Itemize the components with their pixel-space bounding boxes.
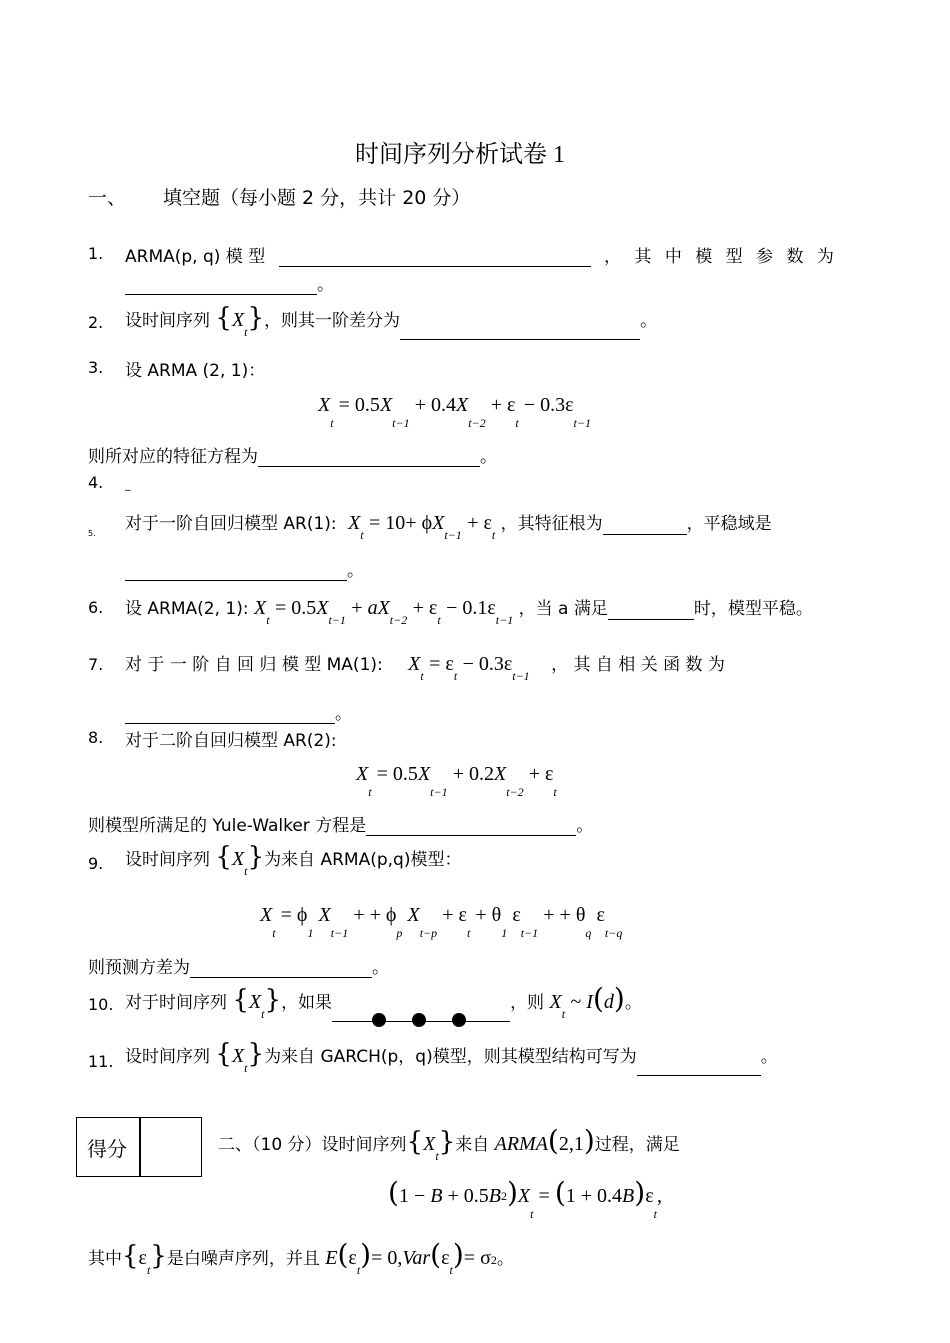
q11-pre: 设时间序列: [125, 1047, 210, 1067]
q7-line2: [125, 699, 352, 724]
q6-number: 6.: [88, 598, 104, 617]
section-1-heading: 填空题（每小题 2 分，共计 20 分）: [163, 187, 471, 209]
q5-number: 5.: [88, 529, 96, 538]
q11-number: 11.: [88, 1052, 114, 1071]
q2-pre: 设时间序列: [125, 311, 210, 331]
q3-after: [88, 442, 497, 467]
q6-pre: 设 ARMA(2, 1):: [125, 599, 249, 619]
q7-end: 。: [335, 704, 352, 724]
q10-post: ，如果: [281, 993, 333, 1013]
page-title: 时间序列分析试卷 1: [355, 142, 565, 168]
section-2-noise-post: 是白噪声序列，并且: [166, 1249, 320, 1269]
q9-pre: 设时间序列: [125, 850, 210, 870]
q1-blank-model[interactable]: [279, 248, 591, 267]
q1-mid: ， 其 中 模 型 参 数 为: [604, 247, 838, 267]
q2-number: 2.: [88, 313, 104, 332]
section-1-number: 一、: [88, 187, 127, 209]
q1-blank-params[interactable]: [125, 276, 317, 295]
q3-blank[interactable]: [258, 448, 480, 467]
q9-number: 9.: [88, 854, 104, 873]
section-2-noise: 其中$\{\varepsilon_t\}$是白噪声序列，并且 $E(\varepsilon_t)= 0,Var(\varepsilon_t)= \sigma 2$。: [88, 1238, 514, 1277]
q10-pre: 对于时间序列: [125, 993, 227, 1013]
score-box: [76, 1117, 202, 1177]
q1-number: 1.: [88, 244, 104, 263]
q1-end: 。: [317, 275, 334, 295]
q9-after-text: 则预测方差为: [88, 958, 190, 978]
q8-end: 。: [576, 816, 594, 836]
section-2-noise-pre: 其中: [88, 1249, 122, 1269]
q8-after-text: 则模型所满足的 Yule-Walker 方程是: [88, 816, 367, 836]
section-2-post: 来自: [455, 1135, 490, 1155]
q8-number: 8.: [88, 728, 104, 747]
q8-equation: $X_t = 0.5X_{t-1} + 0.2X_{t-2} + \varepsilon_t$: [356, 763, 557, 799]
q11-post: 为来自 GARCH(p，q)模型，则其模型结构可写为: [264, 1047, 637, 1067]
section-2-lead: 二、（10 分）设时间序列: [218, 1135, 407, 1155]
bullet-dot-icon: [412, 1013, 426, 1027]
q9-post: 为来自 ARMA(p,q)模型：: [264, 850, 462, 870]
q5-pre: 对于一阶自回归模型 AR(1):: [125, 514, 337, 534]
bullet-dot-icon: [452, 1013, 466, 1027]
q8-text: 对于二阶自回归模型 AR(2):: [125, 731, 337, 751]
q1-label: ARMA(p, q) 模 型: [125, 247, 266, 267]
q10-text: 对于时间序列 $\{X_t\}$，如果 ，则 $X_t$ ~ I(d)。: [125, 982, 642, 1022]
q5-text: 对于一阶自回归模型 AR(1): $X_t = 10+ \phi X_{t-1} + \varepsilon_t$ ，其特征根为 ，平稳域是: [125, 512, 772, 542]
q4-number: 4.: [88, 473, 104, 492]
q11-text: 设时间序列 $\{X_t\}$为来自 GARCH(p，q)模型，则其模型结构可写为 。: [125, 1039, 778, 1075]
q5-mid: ，平稳域是: [686, 514, 772, 534]
q7-text: 对 于 一 阶 自 回 归 模 型 MA(1): $X_t = \varepsilon_t - 0.3\varepsilon_{t-1}$ ， 其 自 相 关 函 数 为: [125, 653, 725, 683]
q2-end: 。: [640, 311, 658, 331]
q1-line2: [125, 270, 334, 295]
q3-after-text: 则所对应的特征方程为: [88, 447, 258, 467]
q5-post: ，其特征根为: [500, 514, 603, 534]
q5-blank-domain[interactable]: [125, 562, 347, 581]
q6-post: ，当 a 满足: [518, 599, 608, 619]
q8-blank[interactable]: [366, 817, 576, 836]
q3-end: 。: [480, 447, 497, 467]
q6-blank[interactable]: [608, 601, 694, 620]
bullet-dot-icon: [372, 1013, 386, 1027]
q6-mid: 时，模型平稳。: [693, 599, 813, 619]
q2-post: ，则其一阶差分为: [264, 311, 401, 331]
q5-line2: [125, 556, 364, 581]
q8-after: [88, 811, 593, 836]
score-label: 得分: [87, 1137, 127, 1161]
q7-blank[interactable]: [125, 705, 335, 724]
q11-end: 。: [760, 1047, 778, 1067]
q2-text: 设时间序列 $\{X_t\}$，则其一阶差分为 。: [125, 303, 658, 339]
q3-number: 3.: [88, 358, 104, 377]
q9-blank[interactable]: [190, 959, 372, 978]
q9-equation: $X_t = \phi_1$ $X_{t-1}$ + + $\phi_p$ $X_{t-p} + \varepsilon_t + \theta_1$ $\varepsilon_{t-1}$ + + $\theta_q$ $\varepsilon_{t-q}$: [260, 904, 623, 940]
q9-text: 设时间序列 $\{X_t\}$为来自 ARMA(p,q)模型：: [125, 842, 462, 878]
q4-mark: _: [125, 478, 131, 491]
q5-end: 。: [347, 561, 364, 581]
q3-text: 设 ARMA (2, 1)：: [125, 361, 266, 381]
section-2-text: 二、（10 分）设时间序列$\{X_t\}$来自 ARMA(2,1)过程，满足: [218, 1124, 680, 1163]
q6-text: 设 ARMA(2, 1): $X_t = 0.5X_{t-1} + aX_{t-2} + \varepsilon_t - 0.1\varepsilon_{t-1}$ ，当 a 满足 时，模型平稳。: [125, 597, 813, 627]
q10-mid: ，则: [510, 993, 545, 1013]
q10-blank[interactable]: [332, 1003, 510, 1022]
q9-after: [88, 953, 389, 978]
q10-number: 10.: [88, 995, 114, 1014]
q7-post: ， 其 自 相 关 函 数 为: [551, 655, 725, 675]
q3-equation: $X_t = 0.5X_{t-1} + 0.4X_{t-2} + \varepsilon_t - 0.3\varepsilon_{t-1}$: [318, 394, 591, 430]
q2-blank[interactable]: [400, 321, 640, 340]
q9-end: 。: [372, 958, 389, 978]
score-entry[interactable]: [141, 1118, 201, 1176]
q7-pre: 对 于 一 阶 自 回 归 模 型 MA(1):: [125, 655, 383, 675]
section-2-end: 。: [496, 1249, 514, 1269]
q10-end: 。: [624, 993, 642, 1013]
section-2-equation: $(1 - B + 0.5B2)X_t = (1 + 0.4B)\varepsilon_t$,: [388, 1176, 662, 1221]
q7-number: 7.: [88, 655, 104, 674]
q1-text: [125, 242, 838, 267]
q5-blank-root[interactable]: [603, 516, 687, 535]
q11-blank[interactable]: [637, 1057, 761, 1076]
section-2-tail: 过程，满足: [594, 1135, 680, 1155]
